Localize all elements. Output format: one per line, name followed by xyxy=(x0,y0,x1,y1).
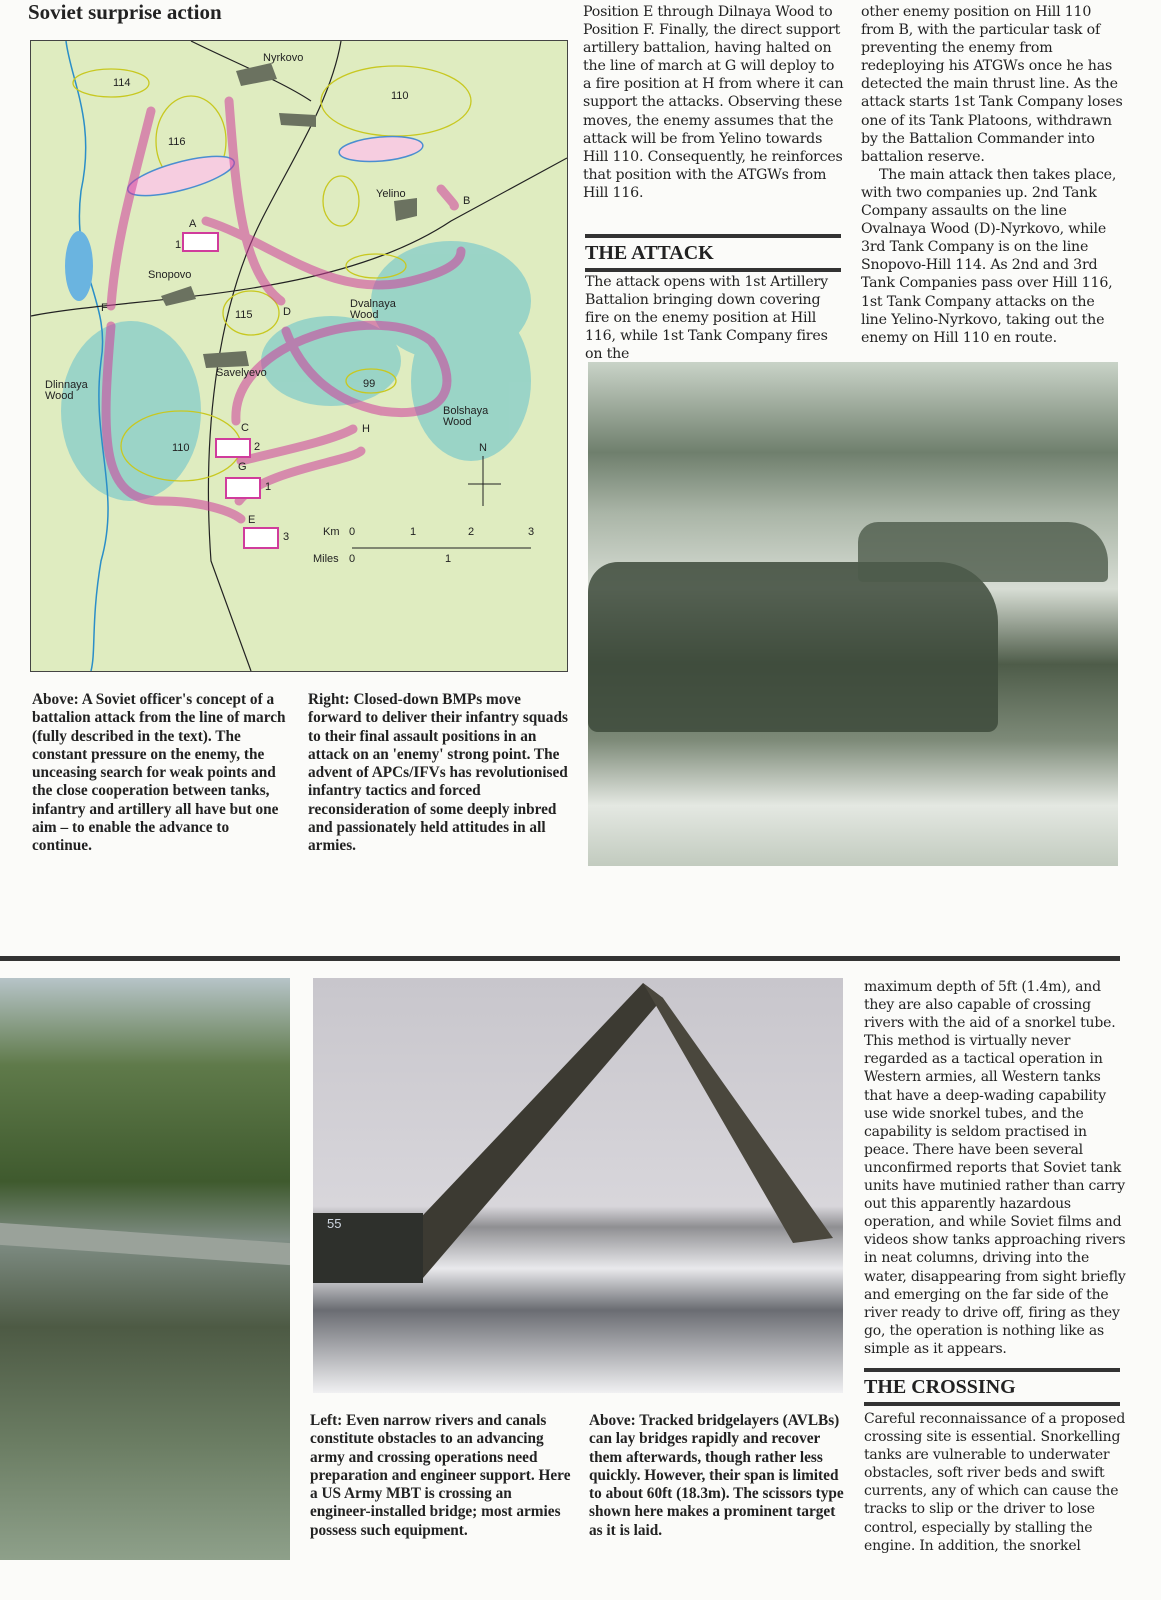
heading-the-crossing: THE CROSSING xyxy=(864,1368,1120,1406)
map-label: Snopovo xyxy=(148,269,192,281)
bridge-deck xyxy=(0,1223,290,1265)
section-divider xyxy=(0,956,1120,961)
bmp-vehicle xyxy=(588,562,998,732)
scale-tick: 1 xyxy=(445,553,452,565)
scale-tick: 0 xyxy=(349,553,356,565)
map-label: Dvalnaya xyxy=(350,298,396,310)
heading-the-attack: THE ATTACK xyxy=(585,234,841,272)
map-label: 3 xyxy=(283,531,290,543)
scale-tick: 3 xyxy=(528,526,535,538)
bmp-photo xyxy=(588,362,1118,866)
column-3-continued xyxy=(585,273,847,363)
column-4 xyxy=(861,3,1123,347)
bridgelayer-photo xyxy=(313,978,843,1393)
lake xyxy=(65,231,93,301)
map-label: Wood xyxy=(45,390,74,402)
bridge-caption: Left: Even narrow rivers and canals constitute obstacles to an advancing army and crossing operations need preparation and engineer support. Here a US Army MBT is crossing an engineer-installed bridge; most armies possess such equipment. xyxy=(310,1412,571,1539)
map-label: N xyxy=(479,442,487,454)
paragraph: The attack opens with 1st Artillery Battalion bringing down covering fire on the enemy position at Hill 116, while 1st Tank Company fires on the xyxy=(585,274,828,363)
map-title: Soviet surprise action xyxy=(28,0,222,24)
map-label: 2 xyxy=(254,441,261,453)
map-label: G xyxy=(238,461,247,473)
column-5-continued xyxy=(864,1410,1128,1555)
map-label: 110 xyxy=(172,442,190,454)
column-3 xyxy=(583,3,845,202)
map-label: 1 xyxy=(175,239,182,251)
avlb-bridge-shape xyxy=(313,978,843,1393)
map-label: 116 xyxy=(168,136,186,148)
paragraph: The main attack then takes place, with two companies up. 2nd Tank Company assaults on the line Ovalnaya Wood (D)-Nyrkovo, while 3rd Tank Company is on the line Snopovo-Hill 114. As 2nd and 3rd Tank Companies pass over Hill 116, 1st Tank Company attacks on the line Yelino-Nyrkovo, taking out the enemy on Hill 110 en route. xyxy=(861,166,1117,346)
paragraph: Position E through Dilnaya Wood to Position F. Finally, the direct support artillery battalion, having halted on the line of march at G will deploy to a fire position at H from where it can support the attacks. Observing these moves, the enemy assumes that the attack will be from Yelino towards Hill 110. Consequently, he reinforces that position with the ATGWs from Hill 116. xyxy=(583,4,844,201)
map-label: 114 xyxy=(113,77,131,89)
scale-tick: 1 xyxy=(410,526,417,538)
scale-miles-label: Miles xyxy=(313,553,339,565)
map-label: F xyxy=(101,302,108,314)
map-label: H xyxy=(362,423,370,435)
column-5 xyxy=(864,978,1128,1358)
vehicle-number: 55 xyxy=(327,1216,342,1231)
map-label: Bolshaya xyxy=(443,405,489,417)
scale-tick: 0 xyxy=(349,526,356,538)
map-label: Yelino xyxy=(376,188,406,200)
paragraph: Careful reconnaissance of a proposed crossing site is essential. Snorkelling tanks are vulnerable to underwater obstacles, soft river beds and swift currents, any of which can cause the tracks to slip or the driver to lose control, especially by stalling the engine. In addition, the snorkel xyxy=(864,1411,1126,1554)
map-label: D xyxy=(283,306,291,318)
scale-km-label: Km xyxy=(323,526,340,538)
battle-map xyxy=(30,40,568,672)
map-caption: Above: A Soviet officer's concept of a battalion attack from the line of march (fully described in the text). The constant pressure on the enemy, the unceasing search for weak points and the close cooperation between tanks, infantry and artillery all have but one aim – to enable the advance to continue. xyxy=(32,691,286,855)
map-label: 1 xyxy=(265,481,272,493)
bmp-vehicle xyxy=(858,522,1108,582)
paragraph: other enemy position on Hill 110 from B, with the particular task of preventing the enemy from redeploying his ATGWs once he has detected the main thrust line. As the attack starts 1st Tank Company loses one of its Tank Platoons, withdrawn by the Battalion Commander into battalion reserve. xyxy=(861,4,1123,165)
map-label: 99 xyxy=(363,378,376,390)
map-label: A xyxy=(189,218,197,230)
map-label: Nyrkovo xyxy=(263,52,304,64)
scale-tick: 2 xyxy=(468,526,475,538)
map-label: Savelyevo xyxy=(216,367,267,379)
map-label: E xyxy=(248,514,256,526)
map-label: 115 xyxy=(235,309,253,321)
map-label: Dlinnaya xyxy=(45,379,88,391)
map-label: 110 xyxy=(391,90,409,102)
avlb-caption: Above: Tracked bridgelayers (AVLBs) can lay bridges rapidly and recover them afterwards, though rather less quickly. However, their span is limited to about 60ft (18.3m). The scissors type shown here makes a prominent target as it is laid. xyxy=(589,1412,844,1539)
paragraph: maximum depth of 5ft (1.4m), and they are also capable of crossing rivers with the aid of a snorkel tube. This method is virtually never regarded as a tactical operation in Western armies, all Western tanks that have a deep-wading capability use wide snorkel tubes, and the capability is seldom practised in peace. There have been several unconfirmed reports that Soviet tank units have mutinied rather than carry out this apparently hazardous operation, and while Soviet films and videos show tanks approaching rivers in neat columns, driving into the water, disappearing from sight briefly and emerging on the far side of the river ready to drive off, firing as they go, the operation is nothing like as simple as it appears. xyxy=(864,979,1126,1357)
river-bridge-photo xyxy=(0,978,290,1560)
map-label: C xyxy=(241,422,249,434)
bmp-caption: Right: Closed-down BMPs move forward to deliver their infantry squads to their final assault positions in an attack on an 'enemy' strong point. The advent of APCs/IFVs has revolutionised infantry tactics and forced reconsideration of some deeply inbred and passionately held attitudes in all armies. xyxy=(308,691,568,855)
map-label: Wood xyxy=(443,416,472,428)
map-label: Wood xyxy=(350,309,379,321)
map-label: B xyxy=(463,195,471,207)
